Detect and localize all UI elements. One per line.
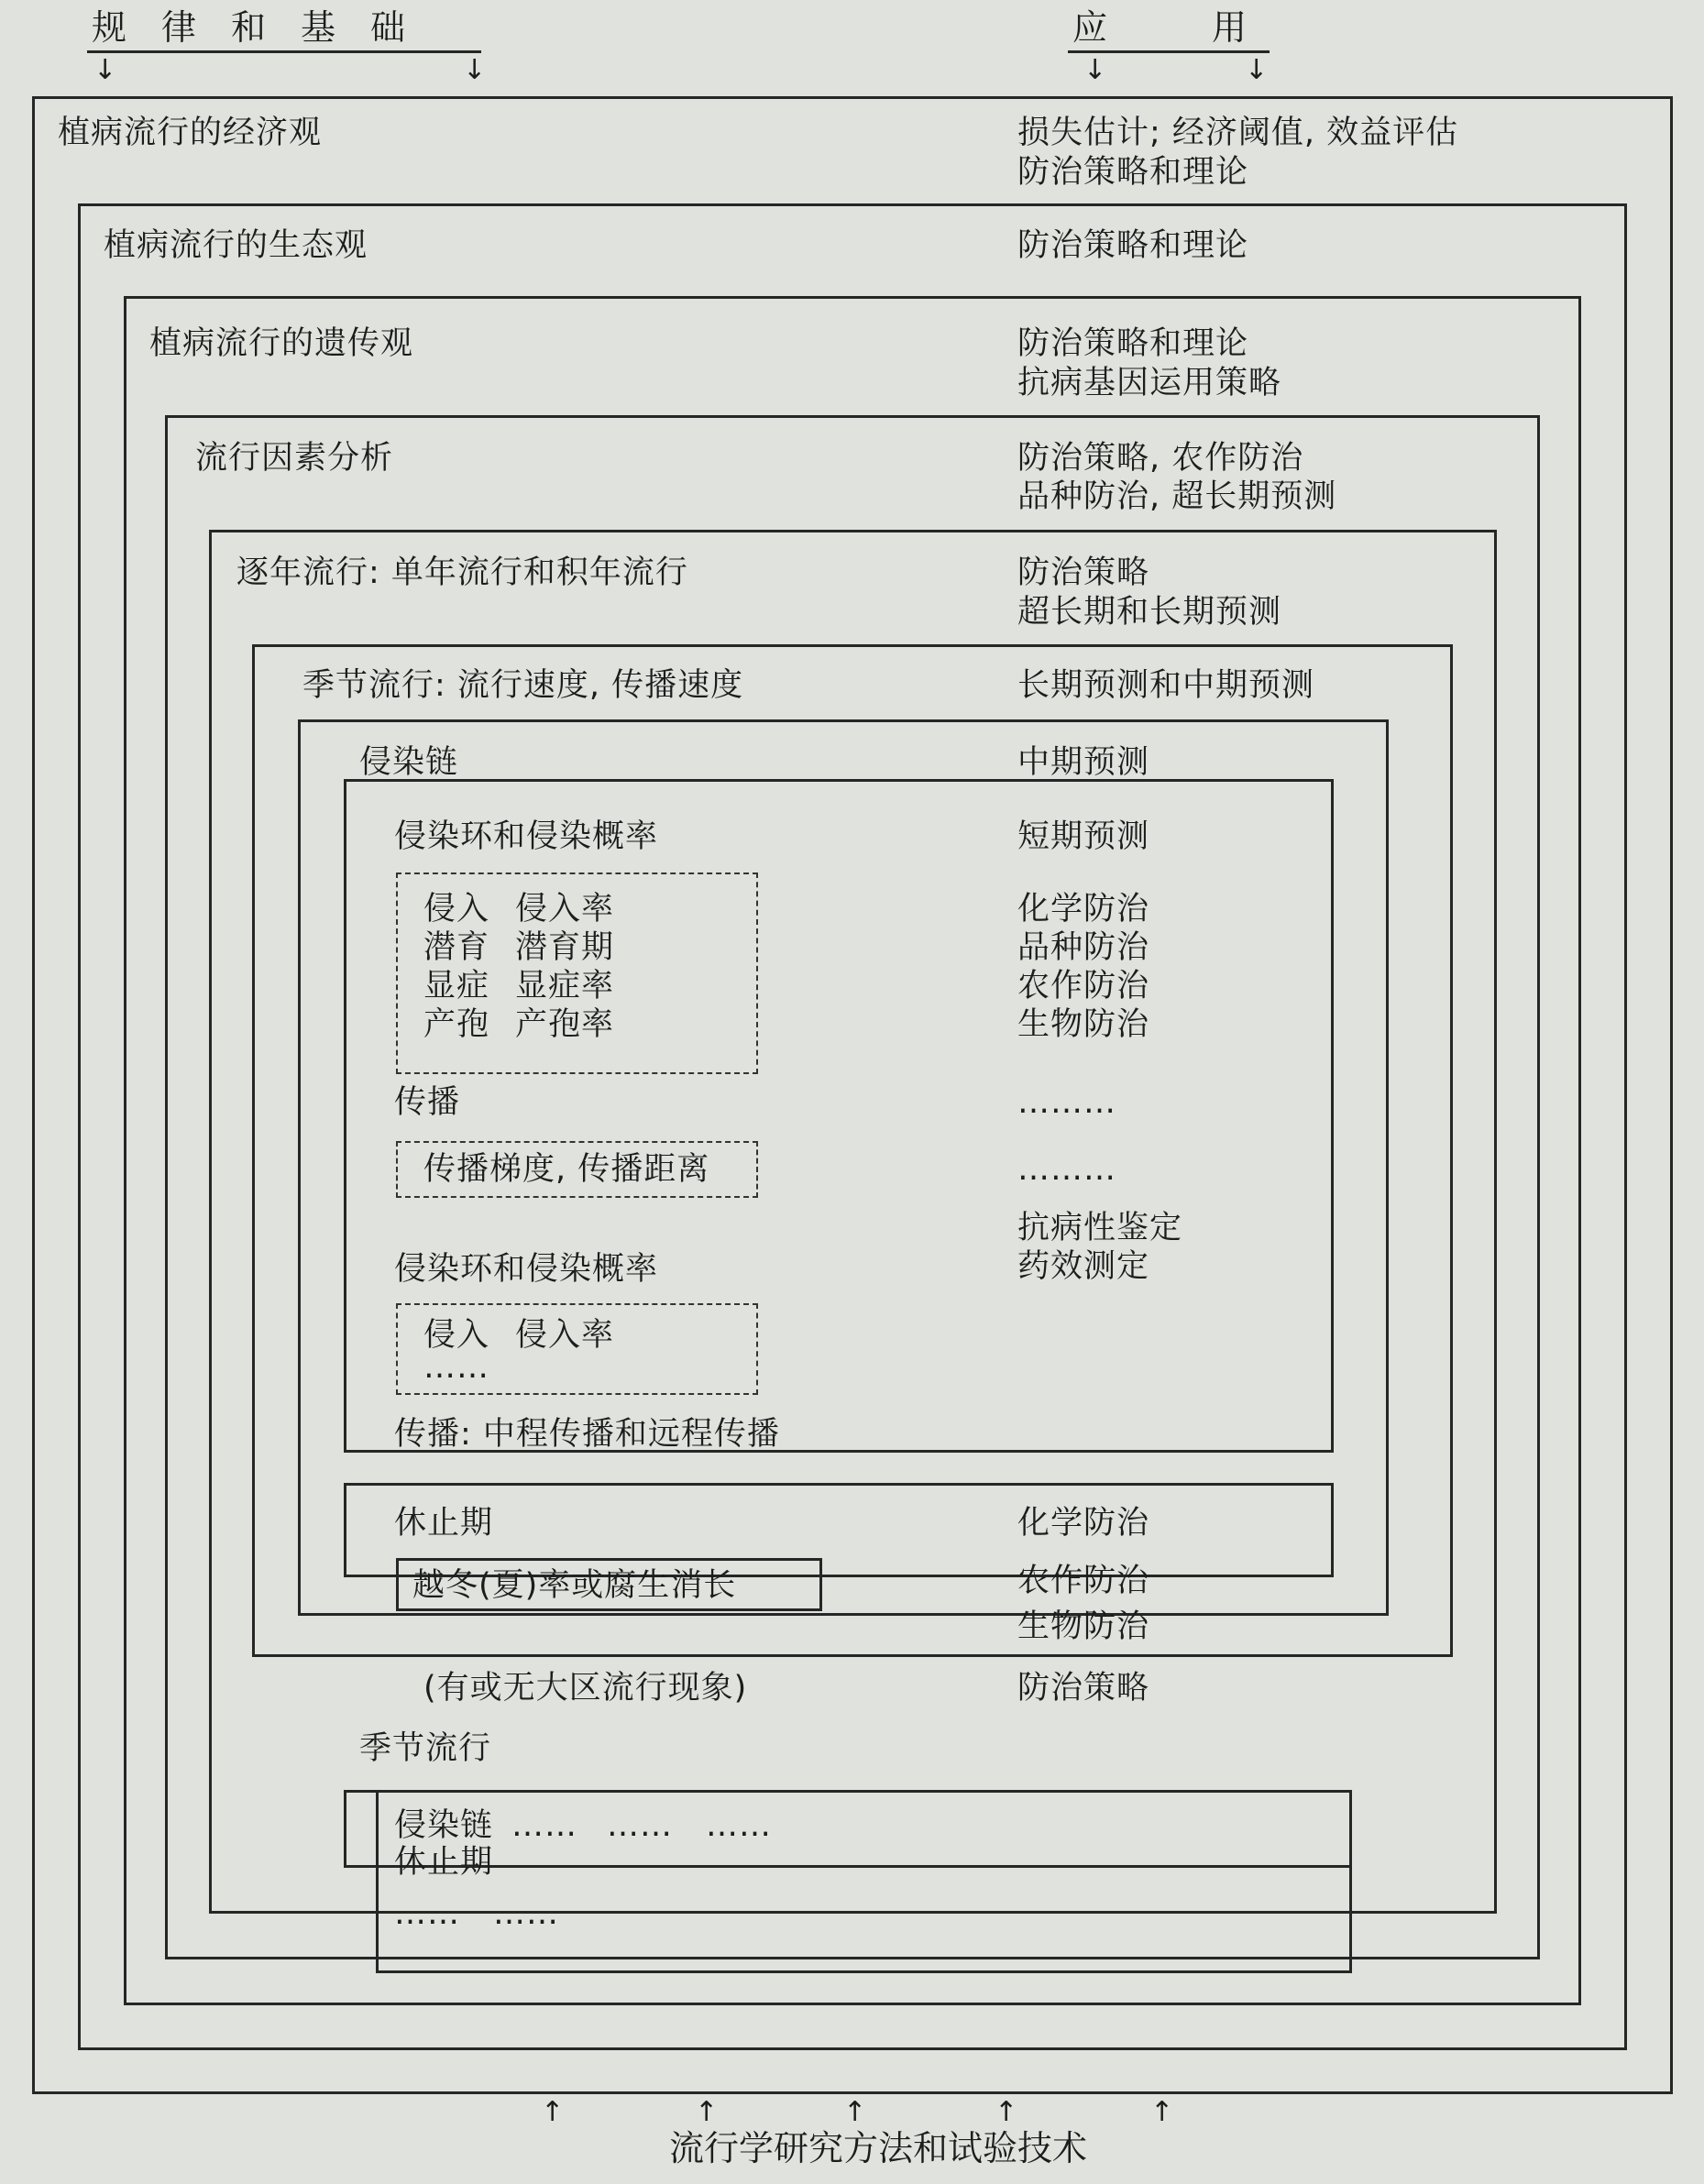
chemical-control-label-2: 化学防治: [1017, 1505, 1150, 1542]
header-left-title: 规 律 和 基 础: [92, 7, 406, 48]
dormant-label: 休止期: [394, 1505, 494, 1542]
inner-dots: …… ……: [394, 1895, 560, 1932]
down-arrow-icon: ↓: [1245, 54, 1269, 86]
stage2-rate: 侵入率: [515, 1317, 615, 1354]
stage-rate: 产孢率: [515, 1006, 615, 1043]
variety-control-label: 品种防治, 超长期预测: [1017, 478, 1337, 515]
regional-label: (有或无大区流行现象): [423, 1670, 748, 1707]
agronomic-control-item: 农作防治: [1017, 968, 1150, 1004]
control-strategy-label: 防治策略和理论: [1017, 325, 1249, 362]
ecological-view-label: 植病流行的生态观: [104, 227, 368, 264]
stage-name: 潜育: [423, 929, 490, 966]
up-arrow-icon: ↑: [541, 2096, 565, 2128]
up-arrow-icon: ↑: [695, 2096, 719, 2128]
up-arrow-icon: ↑: [843, 2096, 867, 2128]
right-ellipsis: ………: [1017, 1151, 1116, 1188]
stage-rate: 潜育期: [515, 929, 615, 966]
loss-estimate-label: 损失估计; 经济阈值, 效益评估: [1017, 115, 1459, 151]
infection-chain-label: 侵染链: [359, 744, 459, 781]
resistance-gene-label: 抗病基因运用策略: [1017, 365, 1282, 401]
header-right-title: 应 用: [1072, 7, 1248, 48]
chemical-control-label: 化学防治: [1017, 891, 1150, 927]
mid-forecast-label: 中期预测: [1017, 744, 1150, 781]
header-left-underline: [87, 50, 481, 53]
overwinter-label: 越冬(夏)率或腐生消长: [412, 1567, 737, 1604]
stage2-name: 侵入: [423, 1317, 490, 1354]
down-arrow-icon: ↓: [1083, 54, 1107, 86]
stage-name: 产孢: [423, 1006, 490, 1043]
biological-control-label-2: 生物防治: [1017, 1608, 1150, 1645]
economic-view-label: 植病流行的经济观: [58, 115, 323, 151]
efficacy-test-label: 药效测定: [1017, 1248, 1150, 1285]
seasonal-2-label: 季节流行: [359, 1730, 492, 1767]
factor-analysis-label: 流行因素分析: [195, 440, 394, 477]
seasonal-epidemic-label: 季节流行: 流行速度, 传播速度: [302, 667, 744, 704]
mid-term-forecast-label: 长期预测和中期预测: [1017, 667, 1315, 704]
up-arrow-icon: ↑: [1150, 2096, 1174, 2128]
header-right-underline: [1068, 50, 1270, 53]
up-arrow-icon: ↑: [995, 2096, 1018, 2128]
spread-detail-label: 传播梯度, 传播距离: [423, 1151, 710, 1188]
down-arrow-icon: ↓: [93, 54, 117, 86]
stage-name: 侵入: [423, 891, 490, 927]
right-ellipsis: ………: [1017, 1084, 1116, 1121]
control-strategy-label: 防治策略和理论: [1017, 227, 1249, 264]
inner-chain-dots-more: …… ……: [607, 1807, 773, 1844]
short-forecast-label: 短期预测: [1017, 818, 1150, 855]
control-strategy-label: 防治策略和理论: [1017, 154, 1249, 191]
footer-title: 流行学研究方法和试验技术: [669, 2128, 1088, 2168]
inner-dormant-label: 休止期: [394, 1844, 494, 1881]
stage-name: 显症: [423, 968, 490, 1004]
down-arrow-icon: ↓: [463, 54, 487, 86]
spread-label: 传播: [394, 1084, 461, 1121]
long-term-forecast-label: 超长期和长期预测: [1017, 594, 1282, 631]
genetic-view-label: 植病流行的遗传观: [149, 325, 414, 362]
inner-chain-label: 侵染链: [394, 1807, 494, 1844]
infection-cycle-label-2: 侵染环和侵染概率: [394, 1251, 659, 1288]
variety-control-item: 品种防治: [1017, 929, 1150, 966]
stage-rate: 侵入率: [515, 891, 615, 927]
stage2-ellipsis: ……: [423, 1349, 489, 1386]
inner-chain-dots: ……: [511, 1807, 577, 1844]
spread-2-label: 传播: 中程传播和远程传播: [394, 1416, 780, 1453]
agronomic-control-label: 防治策略, 农作防治: [1017, 440, 1304, 477]
resistance-test-label: 抗病性鉴定: [1017, 1210, 1183, 1246]
infection-cycle-label: 侵染环和侵染概率: [394, 818, 659, 855]
agronomic-control-label-2: 农作防治: [1017, 1563, 1150, 1599]
control-strategy-label: 防治策略: [1017, 554, 1150, 591]
control-strategy-bottom-label: 防治策略: [1017, 1670, 1150, 1707]
biological-control-label: 生物防治: [1017, 1006, 1150, 1043]
yearly-epidemic-label: 逐年流行: 单年流行和积年流行: [236, 554, 688, 591]
stage-rate: 显症率: [515, 968, 615, 1004]
